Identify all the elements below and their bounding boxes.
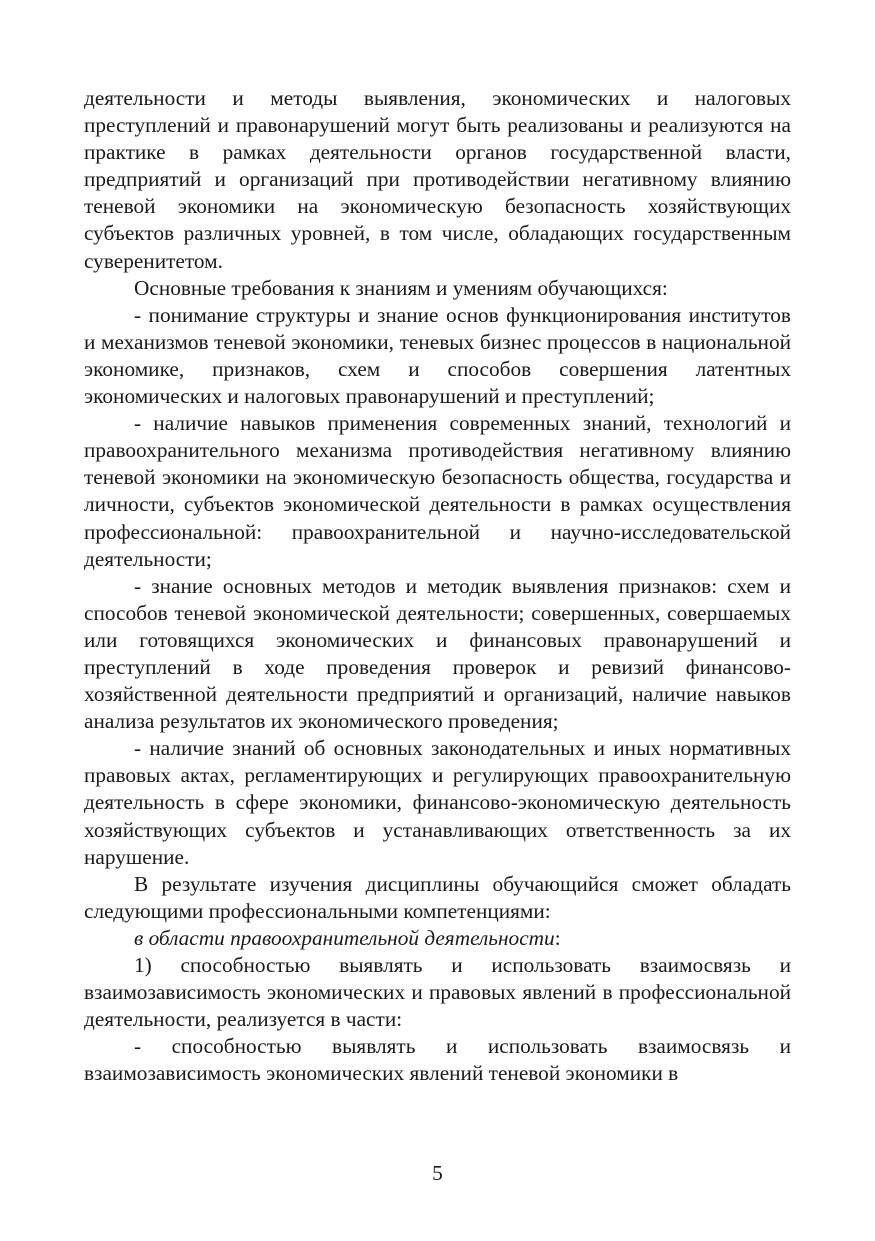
paragraph-requirements-intro: Основные требования к знаниям и умениям обучающихся:	[134, 275, 668, 300]
competency-item-1: 1) способностью выявлять и использовать взаимосвязь и взаимозависимость экономических и правовых явлений в профессиональной деятельности, реализуется в части:	[84, 953, 791, 1032]
paragraph-competencies-intro: В результате изучения дисциплины обучающийся сможет обладать следующими профессиональными компетенциями:	[84, 871, 791, 923]
page-number: 5	[432, 1161, 443, 1185]
list-item-skills: - наличие навыков применения современных знаний, технологий и правоохранительного механизма противодействия негативному влиянию теневой экономики на экономическую безопасность общества, государства и личности, субъектов экономической деятельности в рамках осуществления профессиональной: правоохранительной и научно-исследовательской деятельности;	[84, 411, 791, 571]
paragraph-continuation: деятельности и методы выявления, экономических и налоговых преступлений и правонарушений могут быть реализованы и реализуются на практике в рамках деятельности органов государственной власти, предприятий и организаций при противодействии негативному влиянию теневой экономики на экономическую безопасность хозяйствующих субъектов различных уровней, в том числе, обладающих государственным суверенитетом.	[84, 86, 791, 273]
competency-subitem: - способностью выявлять и использовать взаимосвязь и взаимозависимость экономических явлений теневой экономики в	[84, 1034, 791, 1086]
section-heading-law-enforcement	[84, 925, 791, 952]
list-item-understanding: - понимание структуры и знание основ функционирования институтов и механизмов теневой экономики, теневых бизнес процессов в национальной экономике, признаков, схем и способов совершения латентных экономических и налоговых правонарушений и преступлений;	[84, 302, 791, 409]
list-item-legal-acts: - наличие знаний об основных законодательных и иных нормативных правовых актах, регламентирующих и регулирующих правоохранительную деятельность в сфере экономики, финансово-экономическую деятельность хозяйствующих субъектов и устанавливающих ответственность за их нарушение.	[84, 736, 791, 869]
section-heading-text: в области правоохранительной деятельности	[134, 925, 555, 950]
section-heading-colon: :	[554, 925, 561, 950]
document-page	[84, 85, 791, 1087]
list-item-methods: - знание основных методов и методик выявления признаков: схем и способов теневой экономической деятельности; совершенных, совершаемых или готовящихся экономических и финансовых правонарушений и преступлений в ходе проведения проверок и ревизий финансово-хозяйственной деятельности предприятий и организаций, наличие навыков анализа результатов их экономического проведения;	[84, 573, 791, 734]
